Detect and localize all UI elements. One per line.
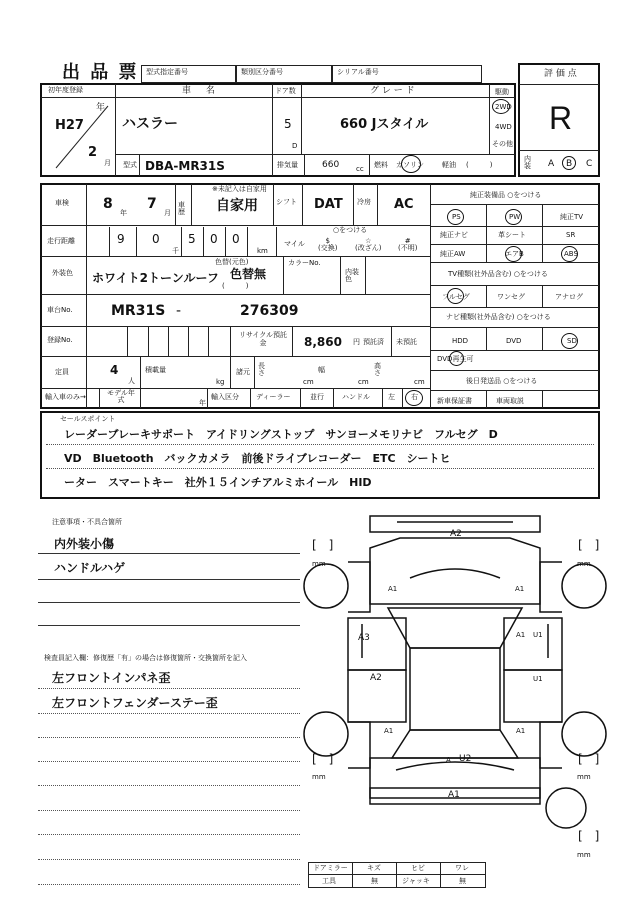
drive-label: 駆動 (495, 88, 509, 96)
era-year: H27 (55, 118, 84, 133)
mark-trunk-a: A (446, 756, 451, 764)
color-change: 色替無 (230, 267, 267, 281)
sales-line-2: VD Bluetooth バックカメラ 前後ドライブレコーダー ETC シートヒ (64, 452, 451, 465)
displacement-label: 排気量 (277, 161, 298, 169)
ac-value: AC (394, 197, 414, 212)
factory-abs: ABS (564, 250, 578, 258)
mark-lf-wheel-area: A1 (388, 585, 398, 593)
navi-hdd: HDD (452, 337, 469, 345)
model-year-label: モデル年式 (107, 389, 135, 404)
mileage-digit-5: 0 (232, 232, 240, 246)
tire-bracket-lf: [ ] (312, 538, 334, 552)
type-label: 型式 (123, 161, 137, 169)
chassis-no: 276309 (240, 303, 299, 319)
first-reg-label: 初年度登録 (48, 86, 83, 94)
drive-other: その他 (492, 140, 513, 148)
tire-mm-spare: mm (577, 851, 591, 859)
handle-left: 左 (388, 393, 395, 401)
year-unit: 年 (96, 103, 106, 113)
chassis-model: MR31S (111, 303, 166, 319)
shaken-label: 車検 (55, 199, 69, 207)
handle-right: 右 (411, 393, 418, 401)
tire-mm-rr: mm (577, 773, 591, 781)
tv-oneseg: ワンセグ (497, 293, 525, 301)
recycle-paid: 預託済 (363, 338, 384, 346)
fuel-diesel: 軽油 (442, 161, 456, 169)
mileage-digit-2: 0 (152, 232, 160, 246)
mileage-exchange: $ (交換) (318, 237, 338, 252)
factory-header: 純正装備品 ○をつける (470, 191, 542, 199)
sd-circle (561, 333, 578, 349)
inspector-label: 検査員記入欄：修復歴「有」の場合は修復箇所・交換箇所を記入 (44, 654, 247, 662)
class-box: 類別区分番号 (236, 65, 332, 83)
form-title: 出 品 票 (62, 62, 139, 83)
mark-rr-wheel: A1 (516, 727, 526, 735)
doors-label: ドア数 (275, 87, 296, 95)
factory-navi: 純正ナビ (440, 231, 468, 239)
tools-value-jack-none: 無 (459, 877, 466, 885)
navi-header: ナビ種類(社外品含む) ○をつける (446, 313, 551, 321)
recycle-unit: 円 (353, 338, 360, 346)
mileage-digit-3: 5 (188, 232, 196, 246)
navi-sd: SD (567, 337, 577, 345)
shaken-year-unit: 年 (120, 209, 127, 217)
tire-bracket-rf: [ ] (578, 538, 600, 552)
fuel-gasoline: ガソリン (396, 161, 424, 169)
width-cm: cm (358, 378, 369, 386)
serial-box: シリアル番号 (332, 65, 482, 83)
parallel: 並行 (310, 393, 324, 401)
mileage-digit-1: 9 (117, 232, 125, 246)
tire-bracket-rr: [ ] (578, 752, 600, 766)
dealer: ディーラー (256, 393, 291, 401)
color-no-label: カラーNo. (288, 259, 321, 267)
usage-label: 車歴 (178, 201, 185, 216)
handle-label: ハンドル (342, 393, 370, 401)
tv-header: TV種類(社外品含む) ○をつける (448, 270, 548, 278)
mark-trunk-u2: U2 (459, 754, 472, 764)
tv-analog: アナログ (555, 293, 583, 301)
mileage-label: 走行距離 (47, 237, 75, 245)
tv-fullseg: フルセグ (442, 293, 470, 301)
doors-unit: D (292, 142, 298, 150)
tire-mm-lf: mm (312, 560, 326, 568)
length-label: 長さ (258, 362, 265, 377)
usage-note: ※未記入は自家用 (212, 185, 267, 193)
month-value: 2 (88, 145, 98, 160)
tire-bracket-lr: [ ] (312, 752, 334, 766)
mile-label: マイル (284, 240, 305, 248)
interior-b-circle (562, 156, 576, 170)
chassis-label: 車台No. (47, 306, 73, 314)
grade-label: グ レ ー ド (370, 86, 415, 96)
mark-front-bumper: A2 (450, 529, 462, 539)
month-unit: 月 (104, 159, 111, 167)
tools-header-scratch: キズ (367, 864, 381, 872)
color-value: ホワイト2トーンルーフ (92, 271, 219, 285)
mileage-digit-4: 0 (210, 232, 218, 246)
tools-value-jack: ジャッキ (402, 877, 430, 885)
model-cert-box: 型式指定番号 (141, 65, 236, 83)
car-name-label: 車 名 (182, 86, 221, 96)
chassis-dash: - (176, 303, 182, 319)
tire-bracket-spare: [ ] (578, 829, 600, 843)
factory-aw: 純正AW (440, 250, 466, 258)
factory-pw: PW (509, 213, 521, 221)
color-label: 外装色 (52, 269, 73, 277)
tools-header-crack: ヒビ (411, 864, 425, 872)
import-class-label: 輸入区分 (211, 393, 239, 401)
recycle-unpaid: 未預託 (396, 338, 417, 346)
tools-header-mirror: ドアミラー (313, 864, 348, 872)
mark-rf-wheel-area: A1 (515, 585, 525, 593)
notes-label: 注意事項・不具合箇所 (52, 518, 122, 526)
capacity-value: 4 (110, 363, 119, 377)
cc-unit: cc (356, 165, 364, 173)
shaken-month: 7 (147, 196, 157, 212)
height-cm: cm (414, 378, 425, 386)
shaken-month-unit: 月 (164, 209, 171, 217)
fuel-gasoline-circle (401, 155, 421, 173)
pw-circle (505, 209, 522, 225)
factory-sr: SR (566, 231, 576, 239)
interior-color-label: 内装色 (345, 268, 359, 283)
displacement-value: 660 (322, 160, 340, 170)
interior-grade-a: A (548, 159, 555, 169)
abs-circle (561, 246, 578, 262)
drive-2wd: 2WD (495, 103, 512, 111)
note-line-2: ハンドルハゲ (54, 561, 126, 575)
capacity-unit: 人 (128, 377, 135, 385)
drive-4wd: 4WD (495, 123, 512, 131)
mileage-km: km (257, 247, 268, 255)
tools-value-tools: 工具 (322, 877, 336, 885)
ps-circle (447, 209, 464, 225)
length-cm: cm (303, 378, 314, 386)
recycle-amount: 8,860 (304, 335, 342, 349)
width-label: 幅 (318, 366, 325, 374)
mark-right-door-rear: U1 (533, 675, 543, 683)
model-code: DBA-MR31S (145, 159, 225, 173)
mark-right-a1: A1 (516, 631, 526, 639)
fuel-paren: ( ) (466, 161, 493, 169)
mark-lr-wheel: A1 (384, 727, 394, 735)
rating-label: 評 価 点 (544, 69, 577, 79)
factory-ps: PS (452, 213, 461, 221)
mileage-thousand: 千 (172, 247, 179, 255)
mark-right-door-front: U1 (533, 631, 543, 639)
grade-value: 660 Jスタイル (340, 117, 429, 132)
tire-mm-lr: mm (312, 773, 326, 781)
car-body-diagram (300, 508, 610, 860)
model-year-unit: 年 (199, 399, 206, 407)
fullseg-circle (447, 288, 464, 304)
mark-rear-bumper: A1 (448, 790, 460, 800)
later-header: 後日発送品 ○をつける (466, 377, 538, 385)
dvd-circle (449, 351, 464, 366)
airbag-circle (505, 246, 522, 262)
doors-value: 5 (284, 117, 292, 131)
inspector-line-1: 左フロントインパネ歪 (52, 671, 171, 685)
factory-tv: 純正TV (560, 213, 584, 221)
interior-label: 内装 (524, 155, 531, 170)
sales-line-3: ーター スマートキー 社外１５インチアルミホイール HID (64, 476, 372, 489)
recycle-label: リサイクル預託金 (238, 331, 288, 347)
fuel-label: 燃料 (374, 161, 388, 169)
mileage-unknown: # (不明) (398, 237, 418, 252)
load-unit: kg (216, 378, 225, 386)
sales-points-label: セールスポイント (60, 415, 116, 423)
drive-2wd-circle (492, 99, 510, 114)
shift-value: DAT (314, 197, 343, 212)
capacity-label: 定員 (55, 368, 69, 376)
handle-right-circle (405, 390, 423, 406)
mark-left-door-front: A3 (358, 633, 370, 643)
dvd-playback: DVD再生可 (437, 355, 474, 363)
ac-label: 冷房 (357, 198, 371, 206)
interior-grade-c: C (586, 159, 593, 169)
tools-value-tools-none: 無 (371, 877, 378, 885)
factory-airbag: エアB (505, 250, 524, 258)
height-label: 高さ (374, 362, 381, 377)
navi-dvd: DVD (506, 337, 522, 345)
mileage-hint: ○をつける (333, 226, 368, 234)
factory-leather: 革シート (498, 231, 526, 239)
reg-no-label: 登録No. (47, 336, 73, 344)
shaken-year: 8 (103, 196, 113, 212)
import-label: 輸入車のみ→ (45, 393, 86, 401)
mileage-tamper: ☆ (改ざん) (355, 237, 382, 252)
color-head: 色替(元色) (215, 258, 249, 266)
color-paren: ( ) (222, 282, 249, 290)
later-warranty: 新車保証書 (437, 397, 472, 405)
load-label: 積載量 (145, 366, 166, 374)
usage-value: 自家用 (216, 198, 258, 214)
interior-grade-b: B (566, 159, 573, 169)
tire-mm-rf: mm (577, 560, 591, 568)
dims-label: 諸元 (236, 368, 250, 376)
car-name: ハスラー (122, 116, 178, 132)
note-line-1: 内外装小傷 (54, 537, 115, 551)
mark-left-door-rear: A2 (370, 673, 382, 683)
tools-header-break: ワレ (455, 864, 469, 872)
sales-line-1: レーダーブレーキサポート アイドリングストップ サンヨーメモリナビ フルセグ D (64, 428, 498, 441)
inspector-line-2: 左フロントフェンダーステー歪 (52, 696, 218, 710)
rating-value: R (549, 100, 573, 136)
shift-label: シフト (276, 198, 297, 206)
later-manual: 車両取説 (496, 397, 524, 405)
